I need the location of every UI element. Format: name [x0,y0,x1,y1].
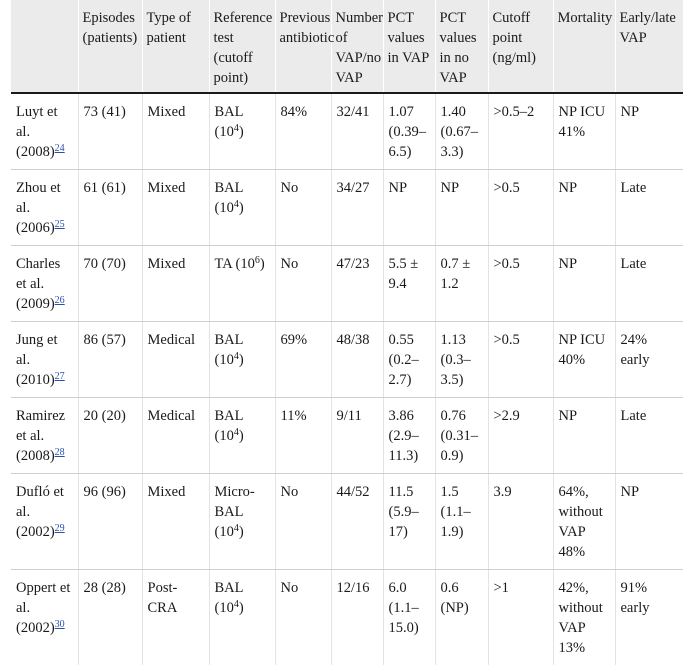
vap-count-cell: 9/11 [331,398,383,474]
reference-link[interactable]: 27 [55,371,65,382]
early-late-cell: 91% early [615,570,683,665]
reference-test-cell: BAL $(10^4)$ [209,170,275,246]
header-pct-no-vap: PCT values in no VAP [435,0,488,93]
table-body [11,93,683,665]
episodes-cell: 86 (57) [78,322,142,398]
antibiotic-cell: 84% [275,93,331,170]
pct-vap-cell: 0.55 (0.2–2.7) [383,322,435,398]
study-name: Dufló et al. (2002) [16,484,64,540]
header-cutoff: Cutoff point (ng/ml) [488,0,553,93]
early-late-cell: Late [615,398,683,474]
mortality-cell: 64%, without VAP 48% [553,474,615,570]
table-row [11,246,683,322]
pct-vap-studies-table [11,0,683,665]
cutoff-cell: >0.5 [488,170,553,246]
cutoff-cell: >0.5–2 [488,93,553,170]
header-episodes: Episodes (patients) [78,0,142,93]
cutoff-cell: >2.9 [488,398,553,474]
early-late-cell: 24% early [615,322,683,398]
header-reference-test: Reference test (cutoff point) [209,0,275,93]
cutoff-cell: >0.5 [488,246,553,322]
header-early-late: Early/late VAP [615,0,683,93]
patient-type-cell: Mixed [142,246,209,322]
study-name: Oppert et al. (2002) [16,580,70,636]
mortality-cell: NP [553,398,615,474]
reference-link[interactable]: 25 [55,219,65,230]
cutoff-cell: 3.9 [488,474,553,570]
antibiotic-cell: No [275,246,331,322]
vap-count-cell: 48/38 [331,322,383,398]
vap-count-cell: 47/23 [331,246,383,322]
early-late-cell: NP [615,474,683,570]
study-cell [11,570,78,665]
reference-test-cell: BAL $(10^4)$ [209,570,275,665]
early-late-cell: Late [615,170,683,246]
patient-type-cell: Medical [142,398,209,474]
mortality-cell: NP ICU 40% [553,322,615,398]
patient-type-cell: Post-CRA [142,570,209,665]
pct-no-vap-cell: 0.76 (0.31–0.9) [435,398,488,474]
table-row [11,170,683,246]
pct-no-vap-cell: NP [435,170,488,246]
episodes-cell: 73 (41) [78,93,142,170]
mortality-cell: NP [553,246,615,322]
reference-test-cell: BAL $(10^4)$ [209,398,275,474]
reference-link[interactable]: 29 [55,523,65,534]
pct-vap-cell: NP [383,170,435,246]
table-row [11,398,683,474]
vap-count-cell: 32/41 [331,93,383,170]
patient-type-cell: Mixed [142,170,209,246]
study-cell [11,474,78,570]
study-cell [11,322,78,398]
header-previous-antibiotic: Previous antibiotic [275,0,331,93]
study-table-container [11,0,683,665]
reference-test-cell: BAL $(10^4)$ [209,93,275,170]
mortality-cell: NP ICU 41% [553,93,615,170]
study-name: Jung et al. (2010) [16,332,57,388]
table-row [11,474,683,570]
patient-type-cell: Mixed [142,93,209,170]
early-late-cell: Late [615,246,683,322]
pct-no-vap-cell: 0.6 (NP) [435,570,488,665]
study-name: Charles et al. (2009) [16,256,60,312]
header-study-blank [11,0,78,93]
pct-vap-cell: 11.5 (5.9–17) [383,474,435,570]
reference-link[interactable]: 28 [55,447,65,458]
pct-vap-cell: 3.86 (2.9–11.3) [383,398,435,474]
vap-count-cell: 12/16 [331,570,383,665]
patient-type-cell: Mixed [142,474,209,570]
mortality-cell: NP [553,170,615,246]
antibiotic-cell: 11% [275,398,331,474]
pct-no-vap-cell: 1.40 (0.67–3.3) [435,93,488,170]
reference-link[interactable]: 24 [55,143,65,154]
header-row [11,0,683,93]
pct-vap-cell: 6.0 (1.1–15.0) [383,570,435,665]
pct-vap-cell: 5.5 ± 9.4 [383,246,435,322]
pct-vap-cell: 1.07 (0.39–6.5) [383,93,435,170]
episodes-cell: 96 (96) [78,474,142,570]
study-name: Zhou et al. (2006) [16,180,61,236]
episodes-cell: 70 (70) [78,246,142,322]
header-pct-vap: PCT values in VAP [383,0,435,93]
table-row [11,322,683,398]
reference-test-cell: BAL $(10^4)$ [209,322,275,398]
patient-type-cell: Medical [142,322,209,398]
reference-link[interactable]: 26 [55,295,65,306]
cutoff-cell: >1 [488,570,553,665]
study-cell [11,170,78,246]
reference-link[interactable]: 30 [55,619,65,630]
episodes-cell: 28 (28) [78,570,142,665]
early-late-cell: NP [615,93,683,170]
pct-no-vap-cell: 0.7 ± 1.2 [435,246,488,322]
study-name: Ramirez et al. (2008) [16,408,65,464]
header-mortality: Mortality [553,0,615,93]
antibiotic-cell: No [275,170,331,246]
header-vap-count: Number of VAP/no VAP [331,0,383,93]
reference-test-cell: Micro-BAL $(10^4)$ [209,474,275,570]
episodes-cell: 61 (61) [78,170,142,246]
header-patient-type: Type of patient [142,0,209,93]
study-cell [11,398,78,474]
vap-count-cell: 44/52 [331,474,383,570]
study-cell [11,246,78,322]
pct-no-vap-cell: 1.13 (0.3–3.5) [435,322,488,398]
antibiotic-cell: 69% [275,322,331,398]
reference-test-cell: TA $(10^6)$ [209,246,275,322]
study-cell [11,93,78,170]
antibiotic-cell: No [275,570,331,665]
table-header [11,0,683,93]
table-row [11,93,683,170]
episodes-cell: 20 (20) [78,398,142,474]
study-name: Luyt et al. (2008) [16,104,57,160]
antibiotic-cell: No [275,474,331,570]
pct-no-vap-cell: 1.5 (1.1–1.9) [435,474,488,570]
vap-count-cell: 34/27 [331,170,383,246]
table-row [11,570,683,665]
cutoff-cell: >0.5 [488,322,553,398]
mortality-cell: 42%, without VAP 13% [553,570,615,665]
